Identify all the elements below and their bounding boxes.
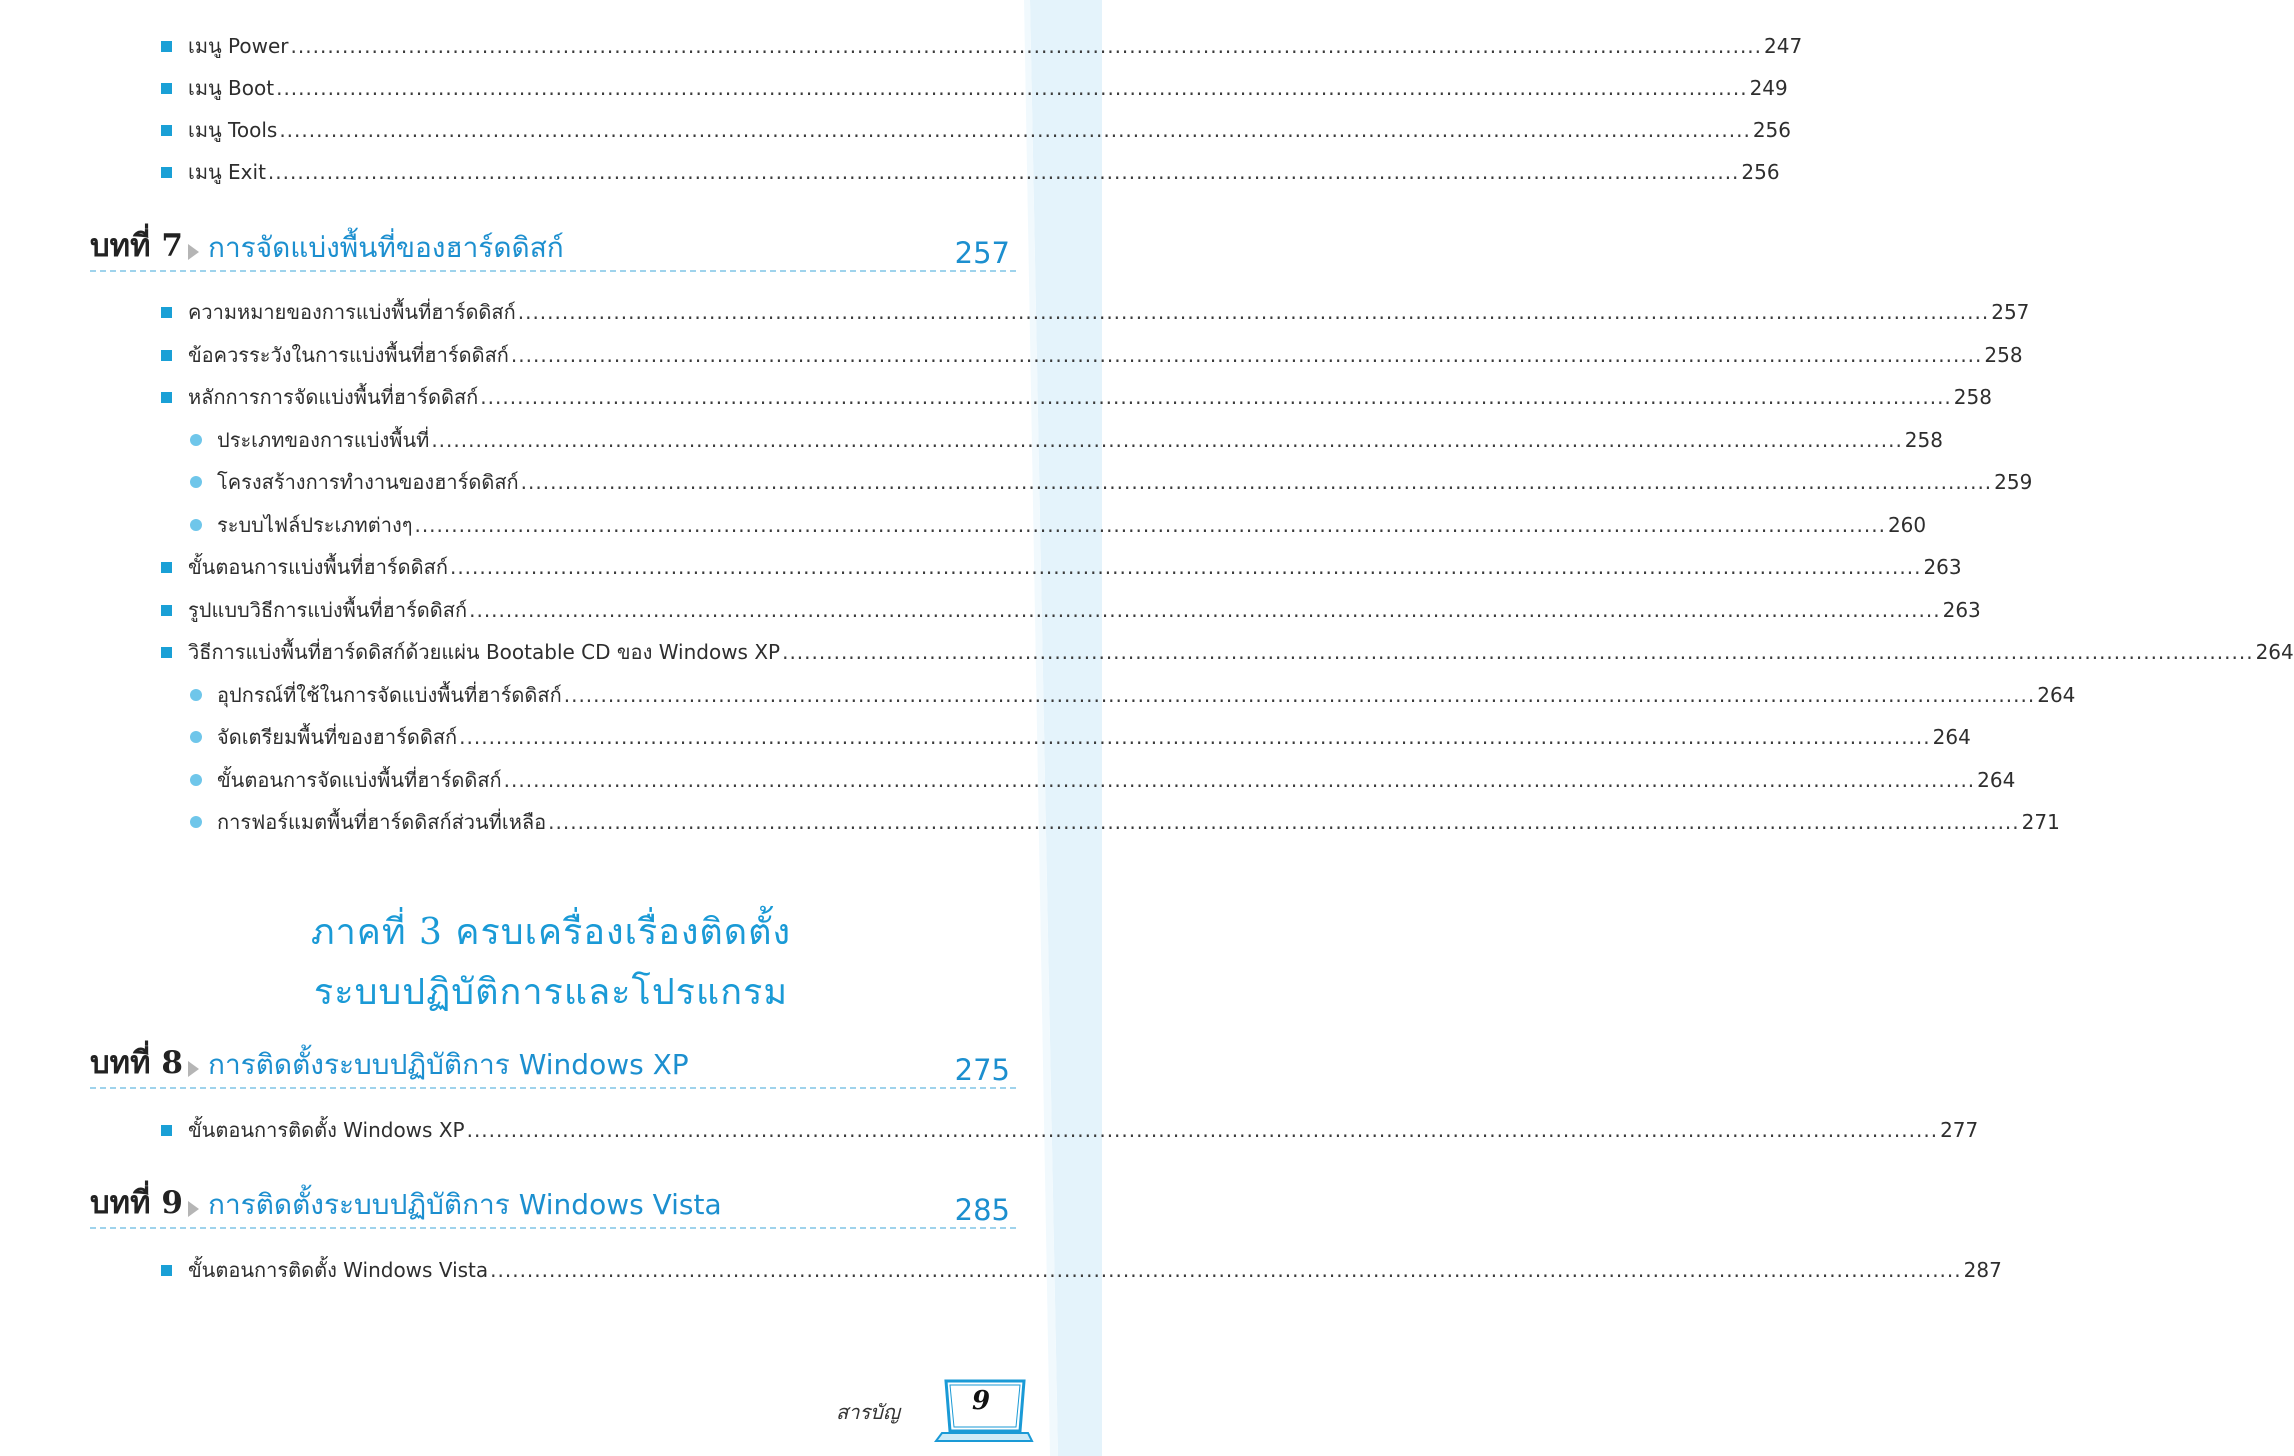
dot-leader: ........................................................................................................................................................................................................ bbox=[782, 640, 2254, 664]
entry-title: รูปแบบวิธีการแบ่งพื้นที่ฮาร์ดดิสก์ bbox=[188, 598, 468, 622]
entry-page: 287 bbox=[1963, 1258, 2002, 1282]
chapter-page: 257 bbox=[954, 236, 1010, 270]
dot-leader: ........................................................................................................................................................................................................ bbox=[548, 810, 2020, 834]
chapter-page: 285 bbox=[954, 1193, 1010, 1227]
entry-title: ระบบไฟล์ประเภทต่างๆ bbox=[217, 513, 413, 537]
entry-title: เมนู Exit bbox=[188, 160, 266, 184]
entry-page: 249 bbox=[1749, 76, 1788, 100]
square-bullet-icon bbox=[161, 605, 172, 616]
square-bullet-icon bbox=[161, 167, 172, 178]
entry-title: ขั้นตอนการติดตั้ง Windows XP bbox=[188, 1118, 465, 1142]
square-bullet-icon bbox=[161, 83, 172, 94]
toc-entry[interactable] bbox=[161, 1255, 2002, 1285]
square-bullet-icon bbox=[161, 647, 172, 658]
part-3-title-line-1: ภาคที่ 3 ครบเครื่องเรื่องติดตั้ง bbox=[310, 912, 792, 953]
toc-entry[interactable] bbox=[161, 340, 2023, 370]
toc-entry[interactable] bbox=[161, 637, 2294, 667]
dot-leader: ........................................................................................................................................................................................................ bbox=[510, 343, 1983, 367]
chapter-label: บทที่ 7 bbox=[90, 228, 183, 264]
toc-subentry[interactable] bbox=[190, 467, 2033, 497]
dot-leader: ........................................................................................................................................................................................................ bbox=[469, 598, 1941, 622]
chapter-7-header[interactable] bbox=[90, 224, 1016, 272]
toc-entry[interactable] bbox=[161, 31, 1803, 61]
toc-entry[interactable] bbox=[161, 157, 1780, 187]
section-label: สารบัญ bbox=[836, 1400, 900, 1424]
entry-title: หลักการการจัดแบ่งพื้นที่ฮาร์ดดิสก์ bbox=[188, 385, 479, 409]
circle-bullet-icon bbox=[190, 731, 202, 743]
square-bullet-icon bbox=[161, 1265, 172, 1276]
toc-subentry[interactable] bbox=[190, 807, 2060, 837]
entry-page: 256 bbox=[1741, 160, 1780, 184]
entry-page: 263 bbox=[1923, 555, 1962, 579]
entry-page: 256 bbox=[1752, 118, 1791, 142]
toc-subentry[interactable] bbox=[190, 510, 1927, 540]
square-bullet-icon bbox=[161, 41, 172, 52]
dot-leader: ........................................................................................................................................................................................................ bbox=[520, 470, 1993, 494]
entry-page: 258 bbox=[1904, 428, 1943, 452]
entry-page: 264 bbox=[2255, 640, 2294, 664]
entry-title: ประเภทของการแบ่งพื้นที่ bbox=[217, 428, 430, 452]
dot-leader: ........................................................................................................................................................................................................ bbox=[503, 768, 1976, 792]
toc-subentry[interactable] bbox=[190, 425, 1943, 455]
circle-bullet-icon bbox=[190, 476, 202, 488]
chapter-8-header[interactable] bbox=[90, 1041, 1016, 1089]
square-bullet-icon bbox=[161, 350, 172, 361]
square-bullet-icon bbox=[161, 562, 172, 573]
dot-leader: ........................................................................................................................................................................................................ bbox=[431, 428, 1903, 452]
dot-leader: ........................................................................................................................................................................................................ bbox=[276, 76, 1748, 100]
toc-subentry[interactable] bbox=[190, 765, 2016, 795]
square-bullet-icon bbox=[161, 307, 172, 318]
entry-title: โครงสร้างการทำงานของฮาร์ดดิสก์ bbox=[217, 470, 519, 494]
toc-entry[interactable] bbox=[161, 115, 1791, 145]
entry-page: 258 bbox=[1984, 343, 2023, 367]
entry-title: จัดเตรียมพื้นที่ของฮาร์ดดิสก์ bbox=[217, 725, 458, 749]
entry-title: ข้อควรระวังในการแบ่งพื้นที่ฮาร์ดดิสก์ bbox=[188, 343, 509, 367]
toc-entry[interactable] bbox=[161, 552, 1962, 582]
chapter-title: การจัดแบ่งพื้นที่ของฮาร์ดดิสก์ bbox=[208, 231, 564, 264]
entry-title: ความหมายของการแบ่งพื้นที่ฮาร์ดดิสก์ bbox=[188, 300, 516, 324]
dot-leader: ........................................................................................................................................................................................................ bbox=[290, 34, 1763, 58]
circle-bullet-icon bbox=[190, 816, 202, 828]
dot-leader: ........................................................................................................................................................................................................ bbox=[490, 1258, 1962, 1282]
entry-page: 271 bbox=[2021, 810, 2060, 834]
toc-subentry[interactable] bbox=[190, 680, 2076, 710]
dot-leader: ........................................................................................................................................................................................................ bbox=[517, 300, 1990, 324]
dot-leader: ........................................................................................................................................................................................................ bbox=[459, 725, 1931, 749]
entry-page: 257 bbox=[1991, 300, 2030, 324]
entry-page: 260 bbox=[1887, 513, 1927, 537]
dot-leader: ........................................................................................................................................................................................................ bbox=[563, 683, 2036, 707]
dot-leader: ........................................................................................................................................................................................................ bbox=[279, 118, 1751, 142]
entry-page: 264 bbox=[1932, 725, 1971, 749]
entry-page: 277 bbox=[1940, 1118, 1979, 1142]
square-bullet-icon bbox=[161, 125, 172, 136]
square-bullet-icon bbox=[161, 1125, 172, 1136]
circle-bullet-icon bbox=[190, 774, 202, 786]
toc-subentry[interactable] bbox=[190, 722, 1971, 752]
chapter-label: บทที่ 8 bbox=[90, 1045, 183, 1081]
circle-bullet-icon bbox=[190, 519, 202, 531]
entry-title: เมนู Boot bbox=[188, 76, 275, 100]
entry-title: วิธีการแบ่งพื้นที่ฮาร์ดดิสก์ด้วยแผ่น Bootable CD ของ Windows XP bbox=[188, 640, 781, 664]
entry-title: เมนู Power bbox=[188, 34, 289, 58]
entry-title: เมนู Tools bbox=[188, 118, 278, 142]
chapter-title: การติดตั้งระบบปฏิบัติการ Windows Vista bbox=[208, 1188, 722, 1221]
circle-bullet-icon bbox=[190, 689, 202, 701]
toc-entry[interactable] bbox=[161, 73, 1788, 103]
toc-entry[interactable] bbox=[161, 1115, 1979, 1145]
chapter-title: การติดตั้งระบบปฏิบัติการ Windows XP bbox=[208, 1048, 689, 1081]
dot-leader: ........................................................................................................................................................................................................ bbox=[449, 555, 1922, 579]
dot-leader: ........................................................................................................................................................................................................ bbox=[466, 1118, 1939, 1142]
dot-leader: ........................................................................................................................................................................................................ bbox=[414, 513, 1886, 537]
entry-title: ขั้นตอนการติดตั้ง Windows Vista bbox=[188, 1258, 489, 1282]
toc-entry[interactable] bbox=[161, 595, 1981, 625]
entry-title: ขั้นตอนการแบ่งพื้นที่ฮาร์ดดิสก์ bbox=[188, 555, 448, 579]
entry-page: 247 bbox=[1764, 34, 1803, 58]
chapter-page: 275 bbox=[954, 1053, 1010, 1087]
circle-bullet-icon bbox=[190, 434, 202, 446]
chapter-label: บทที่ 9 bbox=[90, 1185, 183, 1221]
entry-page: 264 bbox=[2037, 683, 2076, 707]
dot-leader: ........................................................................................................................................................................................................ bbox=[267, 160, 1740, 184]
entry-page: 259 bbox=[1994, 470, 2033, 494]
triangle-arrow-icon bbox=[188, 244, 199, 260]
square-bullet-icon bbox=[161, 392, 172, 403]
entry-title: อุปกรณ์ที่ใช้ในการจัดแบ่งพื้นที่ฮาร์ดดิสก์ bbox=[217, 683, 562, 707]
page-number: 9 bbox=[971, 1386, 991, 1416]
toc-entry[interactable] bbox=[161, 382, 1992, 412]
entry-title: ขั้นตอนการจัดแบ่งพื้นที่ฮาร์ดดิสก์ bbox=[217, 768, 502, 792]
entry-title: การฟอร์แมตพื้นที่ฮาร์ดดิสก์ส่วนที่เหลือ bbox=[217, 810, 547, 834]
entry-page: 264 bbox=[1977, 768, 2016, 792]
toc-entry[interactable] bbox=[161, 297, 2030, 327]
entry-page: 258 bbox=[1953, 385, 1992, 409]
entry-page: 263 bbox=[1942, 598, 1981, 622]
part-3-title-line-2: ระบบปฏิบัติการและโปรแกรม bbox=[313, 972, 789, 1013]
triangle-arrow-icon bbox=[188, 1201, 199, 1217]
chapter-9-header[interactable] bbox=[90, 1181, 1016, 1229]
dot-leader: ........................................................................................................................................................................................................ bbox=[480, 385, 1952, 409]
triangle-arrow-icon bbox=[188, 1061, 199, 1077]
